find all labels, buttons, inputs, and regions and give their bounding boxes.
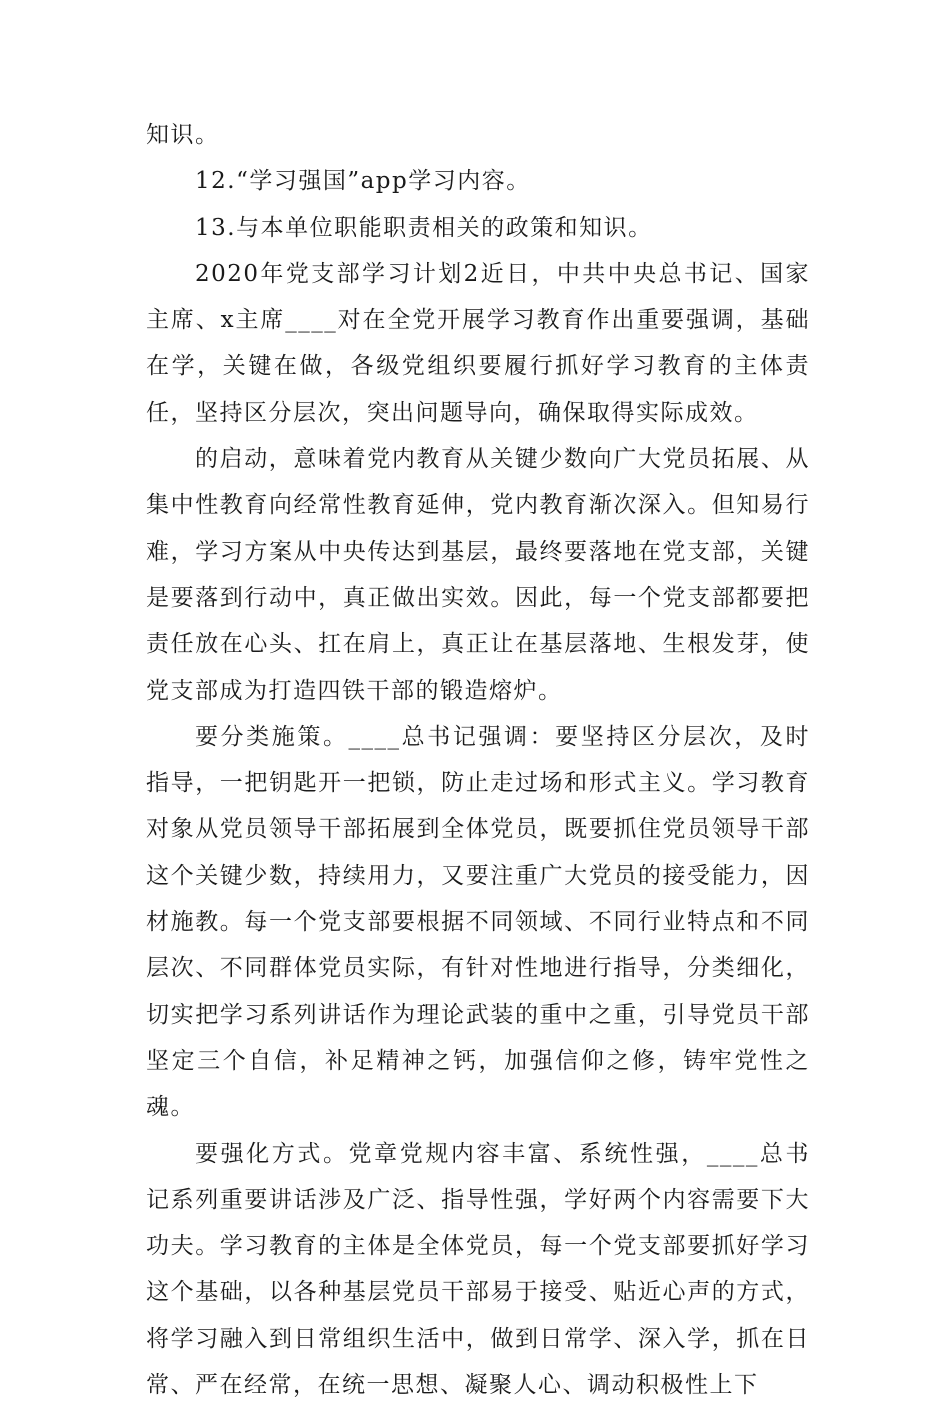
paragraph-4: 2020年党支部学习计划2近日，中共中央总书记、国家主席、x主席____对在全党开展学习教育作出重要强调，基础在学，关键在做，各级党组织要履行抓好学习教育的主体责任，坚持区分层次，突出问题导向，确保取得实际成效。 bbox=[146, 260, 810, 426]
paragraph-6: 要分类施策。____总书记强调：要坚持区分层次，及时指导，一把钥匙开一把锁，防止走过场和形式主义。学习教育对象从党员领导干部拓展到全体党员，既要抓住党员领导干部这个关键少数，持续用力，又要注重广大党员的接受能力，因材施教。每一个党支部要根据不同领域、不同行业特点和不同层次、不同群体党员实际，有针对性地进行指导，分类细化，切实把学习系列讲话作为理论武装的重中之重，引导党员干部坚定三个自信，补足精神之钙，加强信仰之修，铸牢党性之魂。 bbox=[146, 723, 810, 1121]
document-body bbox=[146, 112, 810, 1408]
paragraph-7: 要强化方式。党章党规内容丰富、系统性强，____总书记系列重要讲话涉及广泛、指导性强，学好两个内容需要下大功夫。学习教育的主体是全体党员，每一个党支部要抓好学习这个基础，以各种基层党员干部易于接受、贴近心声的方式，将学习融入到日常组织生活中，做到日常学、深入学，抓在日常、严在经常，在统一思想、凝聚人心、调动积极性上下 bbox=[146, 1140, 810, 1399]
paragraph-1: 知识。 bbox=[146, 122, 220, 148]
paragraph-5: 的启动，意味着党内教育从关键少数向广大党员拓展、从集中性教育向经常性教育延伸，党内教育渐次深入。但知易行难，学习方案从中央传达到基层，最终要落地在党支部，关键是要落到行动中，真正做出实效。因此，每一个党支部都要把责任放在心头、扛在肩上，真正让在基层落地、生根发芽，使党支部成为打造四铁干部的锻造熔炉。 bbox=[146, 446, 810, 704]
paragraph-3: 13.与本单位职能职责相关的政策和知识。 bbox=[195, 214, 653, 241]
paragraph-2: 12.“学习强国”app学习内容。 bbox=[195, 168, 531, 195]
